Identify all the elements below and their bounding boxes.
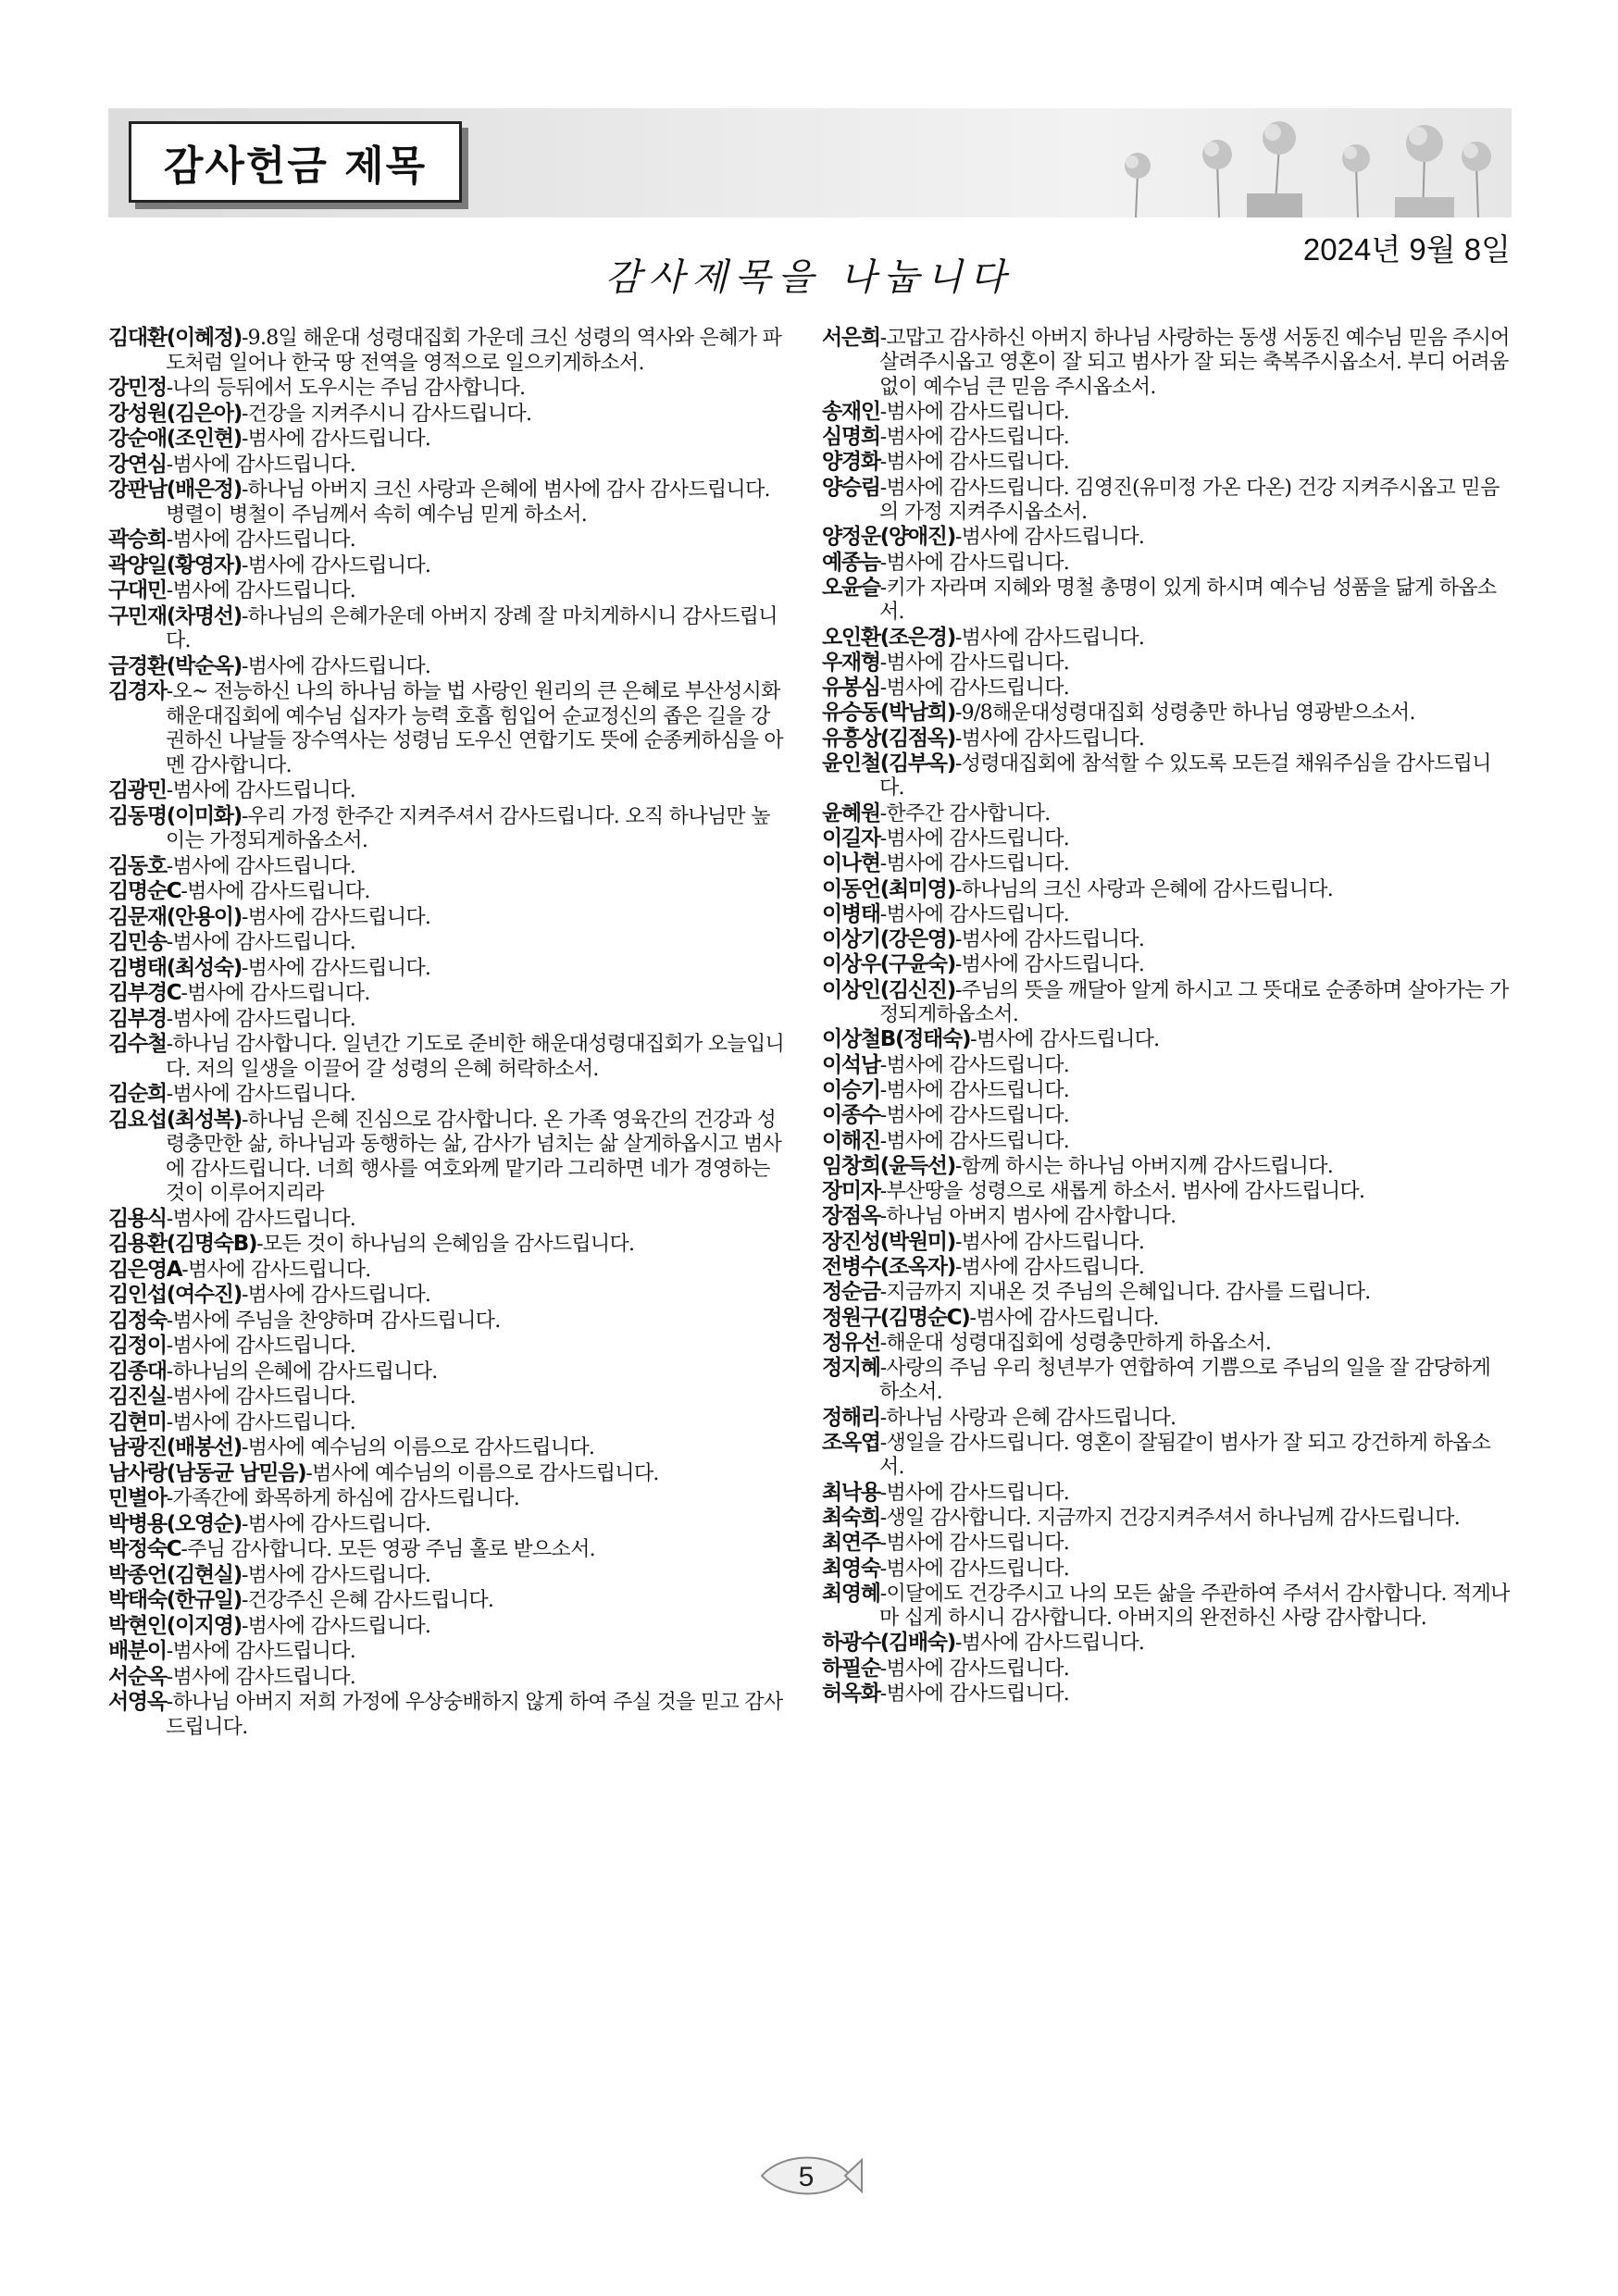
prayer-entry (822, 1356, 1512, 1406)
prayer-entry (822, 1053, 1512, 1078)
entry-name: 윤인철(김부옥) (822, 751, 955, 776)
entry-name: 김명순C (108, 879, 181, 903)
prayer-entry (822, 801, 1512, 826)
entry-name: 곽양일(황영자) (108, 552, 242, 577)
entry-text: -범사에 감사드립니다. (879, 676, 1070, 701)
entry-text: -범사에 감사드립니다. (879, 1532, 1070, 1556)
prayer-entry (822, 726, 1512, 751)
entry-name: 김민송 (108, 930, 167, 954)
entry-name: 박현인(이지영) (108, 1613, 242, 1638)
entry-text: -범사에 감사드립니다. (166, 1334, 356, 1358)
prayer-entry (822, 1406, 1512, 1431)
flower-decoration-icon (1080, 108, 1512, 217)
entry-text: -주님 감사합니다. 모든 영광 주님 홀로 받으소서. (180, 1538, 595, 1561)
entry-text: -범사에 감사드립니다. (879, 1078, 1070, 1102)
prayer-entry (822, 626, 1512, 651)
entry-text: -범사에 감사드립니다. (954, 928, 1145, 952)
prayer-entry (108, 1207, 789, 1233)
entry-text: -범사에 감사드립니다. (241, 1284, 431, 1307)
prayer-entry (822, 952, 1512, 977)
entry-name: 장미자 (822, 1179, 880, 1204)
entry-text: -범사에 감사드립니다. (954, 726, 1145, 751)
entry-name: 곽승희 (108, 527, 167, 552)
entry-name: 김동명(이미화) (108, 803, 242, 828)
prayer-entry (822, 1306, 1512, 1331)
prayer-entry (822, 701, 1512, 726)
entry-text: -범사에 감사드립니다. (879, 551, 1070, 575)
entry-name: 양정운(양애진) (822, 525, 955, 550)
prayer-entry (108, 1614, 789, 1640)
entry-text: -범사에 감사드립니다. (879, 826, 1070, 850)
prayer-entry (108, 1232, 789, 1258)
entry-name: 배분이 (108, 1639, 167, 1663)
entry-name: 최연주 (822, 1531, 880, 1556)
entry-name: 김은영A (108, 1257, 182, 1282)
entry-text: -모든 것이 하나님의 은혜임을 감사드립니다. (256, 1233, 635, 1256)
entry-text: -지금까지 지내온 것 주님의 은혜입니다. 감사를 드립니다. (879, 1281, 1371, 1305)
entry-name: 이상기(강은영) (822, 927, 955, 952)
entry-name: 오윤슬 (822, 575, 880, 600)
entry-name: 예종늠 (822, 550, 880, 575)
prayer-entry (108, 578, 789, 604)
entry-name: 장점옥 (822, 1204, 880, 1229)
prayer-entry (108, 527, 789, 553)
date-label: 2024년 9월 8일 (1302, 232, 1511, 267)
entry-name: 남광진(배봉선) (108, 1435, 242, 1459)
entry-text: -범사에 감사드립니다. (879, 1682, 1070, 1706)
entry-text: -하나님 은혜 진심으로 감사합니다. 온 가족 영육간의 건강과 성령충만한 삶, 하나님과 동행하는 삶, 감사가 넘치는 삶 살게하옵시고 범사에 감사드립니다. 너희 행사를 여호와께 맡기라 그리하면 네가 경영하는 것이 이루어지리라 (166, 1108, 782, 1205)
entry-text: -범사에 감사드립니다. (181, 1258, 371, 1282)
prayer-entry (108, 1108, 789, 1207)
entry-name: 강판남(배은정) (108, 478, 242, 502)
entry-name: 박병용(오영순) (108, 1511, 242, 1536)
entry-text: -범사에 감사드립니다. (241, 1563, 431, 1587)
entry-name: 김용식 (108, 1206, 167, 1231)
entry-name: 허옥화 (822, 1682, 880, 1706)
prayer-entry (822, 1154, 1512, 1179)
entry-name: 김부경 (108, 1006, 167, 1031)
entry-text: -오~ 전능하신 나의 하나님 하늘 법 사랑인 원리의 큰 은혜로 부산성시화해운대집회에 예수님 십자가 능력 호흡 힘입어 순교정신의 좁은 길을 강권하신 나날들 장수역사는 성령님 도우신 연합기도 뜻에 순종케하심을 아멘 감사합니다. (166, 680, 783, 777)
page-subtitle: 감사제목을 나눕니다 (604, 256, 1014, 299)
prayer-entry (822, 978, 1512, 1028)
entry-text: -하나님 사랑과 은혜 감사드립니다. (879, 1406, 1176, 1430)
entry-name: 정지혜 (822, 1356, 880, 1381)
prayer-entry (822, 1179, 1512, 1204)
prayer-entry (108, 1007, 789, 1033)
entry-name: 구민재(차명선) (108, 603, 242, 628)
entry-text: -범사에 감사드립니다. 김영진(유미정 가온 다온) 건강 지켜주시옵고 믿음의 가정 지켜주시옵소서. (879, 476, 1500, 525)
entry-name: 김순희 (108, 1082, 167, 1106)
prayer-entry (108, 654, 789, 680)
prayer-entry (108, 1410, 789, 1436)
entry-name: 이석남 (822, 1052, 880, 1077)
entry-text: -범사에 감사드립니다. (241, 905, 431, 929)
entry-name: 남사랑(남동균 남믿음) (108, 1460, 306, 1485)
prayer-entry (822, 1331, 1512, 1356)
entry-text: -생일을 감사드립니다. 영혼이 잘됨같이 범사가 잘 되고 강건하게 하옵소서. (879, 1432, 1491, 1480)
entry-name: 정원구(김명순C) (822, 1305, 970, 1330)
entry-text: -범사에 감사드립니다. (166, 931, 356, 954)
entry-text: -하나님 감사합니다. 일년간 기도로 준비한 해운대성령대집회가 오늘입니다. 저의 일생을 이끌어 갈 성령의 은혜 허락하소서. (166, 1033, 785, 1081)
prayer-entry (108, 1359, 789, 1385)
entry-text: -9/8해운대성령대집회 성령충만 하나님 영광받으소서. (954, 701, 1415, 726)
entry-text: -하나님 아버지 크신 사랑과 은혜에 범사에 감사 감사드립니다. 병렬이 병철이 주님께서 속히 예수님 믿게 하소서. (166, 478, 770, 527)
entry-text: -나의 등뒤에서 도우시는 주님 감사합니다. (166, 377, 526, 400)
prayer-entry (108, 956, 789, 982)
entry-text: -범사에 예수님의 이름으로 감사드립니다. (305, 1461, 659, 1485)
entry-name: 금경환(박순옥) (108, 653, 242, 678)
entry-name: 김대환(이혜정) (108, 326, 242, 350)
entry-text: -범사에 감사드립니다. (166, 854, 356, 878)
entry-name: 하광수(김배숙) (822, 1631, 955, 1656)
entry-text: -범사에 감사드립니다. (166, 1640, 356, 1663)
prayer-entry (108, 604, 789, 654)
page-number-fish-icon (754, 2149, 865, 2203)
prayer-entry (822, 400, 1512, 425)
prayer-entry (822, 927, 1512, 952)
entry-name: 이승기 (822, 1077, 880, 1102)
entry-name: 이동언(최미영) (822, 876, 955, 901)
entry-name: 서은희 (822, 326, 880, 350)
entry-text: -범사에 감사드립니다. (166, 1207, 356, 1231)
prayer-entry (108, 453, 789, 478)
entry-name: 박태숙(한규일) (108, 1588, 242, 1612)
entry-text: -범사에 감사드립니다. (954, 953, 1145, 977)
entry-name: 서영옥 (108, 1690, 167, 1714)
prayer-entry (108, 1435, 789, 1461)
entry-name: 정유선 (822, 1330, 880, 1355)
entry-text: -건강을 지켜주시니 감사드립니다. (241, 402, 532, 426)
prayer-entry (822, 1230, 1512, 1255)
entry-text: -범사에 감사드립니다. (241, 956, 431, 980)
entry-name: 박종언(김현실) (108, 1562, 242, 1587)
entry-text: -범사에 주님을 찬양하며 감사드립니다. (166, 1309, 501, 1333)
entry-name: 정순금 (822, 1280, 880, 1305)
prayer-entry (108, 1309, 789, 1334)
prayer-entry (108, 402, 789, 428)
entry-text: -범사에 감사드립니다. (879, 1481, 1070, 1505)
entry-name: 윤혜원 (822, 800, 880, 825)
header-banner (108, 108, 1512, 217)
entry-name: 김정이 (108, 1334, 167, 1358)
entry-text: -범사에 감사드립니다. (954, 1230, 1145, 1254)
entry-name: 이상인(김신진) (822, 977, 955, 1002)
prayer-entry (108, 1258, 789, 1284)
entry-name: 송재인 (822, 399, 880, 424)
entry-text: -사랑의 주님 우리 청년부가 연합하여 기쁨으로 주님의 일을 잘 감당하게 하소서. (879, 1357, 1491, 1405)
prayer-entry (108, 1384, 789, 1410)
entry-text: -범사에 예수님의 이름으로 감사드립니다. (241, 1436, 595, 1459)
entry-text: -범사에 감사드립니다. (879, 1053, 1070, 1077)
entry-text: -범사에 감사드립니다. (241, 1512, 431, 1536)
entry-name: 정해리 (822, 1405, 880, 1430)
entry-text: -하나님 아버지 저희 가정에 우상숭배하지 않게 하여 주실 것을 믿고 감사드립니다. (166, 1691, 783, 1739)
prayer-entry (822, 1506, 1512, 1531)
prayer-entry (822, 476, 1512, 526)
prayer-entry (108, 1563, 789, 1589)
entry-name: 박정숙C (108, 1537, 181, 1561)
prayer-entry (108, 1461, 789, 1487)
entry-name: 이길자 (822, 825, 880, 850)
entry-name: 하필순 (822, 1656, 880, 1681)
entry-text: -범사에 감사드립니다. (879, 400, 1070, 424)
entry-name: 강연심 (108, 452, 167, 477)
prayer-entry (822, 851, 1512, 876)
prayer-entry (822, 1027, 1512, 1052)
prayer-entry (822, 551, 1512, 576)
entry-text: -범사에 감사드립니다. (241, 654, 431, 678)
entry-name: 이나현 (822, 851, 880, 876)
prayer-entry (822, 525, 1512, 550)
entry-text: -범사에 감사드립니다. (241, 428, 431, 451)
prayer-entry (108, 1690, 789, 1740)
entry-text: -범사에 감사드립니다. (166, 1665, 356, 1689)
entry-name: 서순옥 (108, 1664, 167, 1689)
entry-name: 유흥상(김점옥) (822, 726, 955, 751)
entry-name: 이병태 (822, 901, 880, 926)
entry-name: 이해진 (822, 1128, 880, 1153)
entry-name: 오인환(조은경) (822, 625, 955, 650)
entry-text: -범사에 감사드립니다. (969, 1306, 1159, 1330)
entry-text: -키가 자라며 지혜와 명철 총명이 있게 하시며 예수님 성품을 닮게 하옵소서. (879, 576, 1497, 625)
entry-name: 이종수 (822, 1103, 880, 1128)
left-column (108, 326, 789, 1740)
prayer-entry (822, 902, 1512, 927)
entry-name: 김부경C (108, 981, 181, 1005)
entry-text: -범사에 감사드립니다. (954, 626, 1145, 650)
prayer-entry (822, 651, 1512, 676)
entry-text: -가족간에 화목하게 하심에 감사드립니다. (166, 1487, 520, 1510)
prayer-entry (822, 1682, 1512, 1706)
entry-name: 심명희 (822, 425, 880, 450)
entry-text: -범사에 감사드립니다. (879, 451, 1070, 475)
entry-text: -범사에 감사드립니다. (180, 880, 370, 903)
entry-text: -범사에 감사드립니다. (166, 1083, 356, 1106)
entry-text: -범사에 감사드립니다. (166, 579, 356, 602)
entry-text: -해운대 성령대집회에 성령충만하게 하옵소서. (879, 1331, 1272, 1355)
prayer-entry (822, 1103, 1512, 1128)
prayer-entry (822, 1204, 1512, 1229)
entry-text: -생일 감사합니다. 지금까지 건강지켜주셔서 하나님께 감사드립니다. (879, 1506, 1461, 1530)
right-column (822, 326, 1512, 1706)
entry-text: -범사에 감사드립니다. (241, 1614, 431, 1638)
entry-text: -9.8일 해운대 성령대집회 가운데 크신 성령의 역사와 은혜가 파도처럼 일어나 한국 땅 전역을 영적으로 일으키게하소서. (166, 327, 782, 375)
prayer-entry (108, 778, 789, 804)
entry-name: 김광민 (108, 778, 167, 802)
prayer-entry (108, 1486, 789, 1512)
entry-text: -범사에 감사드립니다. (166, 453, 356, 477)
entry-text: -함께 하시는 하나님 아버지께 감사드립니다. (954, 1154, 1334, 1178)
entry-name: 조옥엽 (822, 1431, 880, 1456)
prayer-entry (108, 879, 789, 905)
prayer-entry (822, 1431, 1512, 1481)
prayer-entry (108, 1537, 789, 1563)
entry-name: 김문재(안용이) (108, 904, 242, 929)
entry-text: -범사에 감사드립니다. (970, 1028, 1160, 1052)
entry-name: 강민정 (108, 376, 167, 400)
entry-text: -범사에 감사드립니다. (180, 982, 370, 1005)
prayer-entry (108, 1032, 789, 1082)
prayer-entry (108, 854, 789, 880)
entry-text: -범사에 감사드립니다. (879, 852, 1070, 876)
entry-text: -범사에 감사드립니다. (879, 1104, 1070, 1128)
prayer-entry (108, 930, 789, 956)
prayer-entry (108, 1082, 789, 1108)
entry-name: 장진성(박원미) (822, 1229, 955, 1254)
prayer-entry (822, 1531, 1512, 1556)
entry-text: -범사에 감사드립니다. (166, 1007, 356, 1031)
entry-name: 최영숙 (822, 1556, 880, 1581)
prayer-entry (108, 1283, 789, 1309)
entry-name: 민별아 (108, 1486, 167, 1510)
entry-text: -주님의 뜻을 깨달아 알게 하시고 그 뜻대로 순종하며 살아가는 가정되게하옵소서. (879, 978, 1509, 1027)
entry-text: -범사에 감사드립니다. (879, 1129, 1070, 1153)
entry-name: 강순애(조인현) (108, 427, 242, 451)
prayer-entry (108, 1334, 789, 1359)
prayer-entry (108, 905, 789, 931)
entry-text: -범사에 감사드립니다. (954, 1632, 1145, 1656)
page-title: 감사헌금 제목 (163, 143, 428, 190)
entry-text: -범사에 감사드립니다. (879, 1657, 1070, 1681)
prayer-entry (822, 1582, 1512, 1632)
prayer-entry (108, 326, 789, 376)
prayer-entry (108, 427, 789, 453)
entry-text: -이달에도 건강주시고 나의 모든 삶을 주관하여 주셔서 감사합니다. 적게나마 십게 하시니 감사합니다. 아버지의 완전하신 사랑 감사합니다. (879, 1582, 1510, 1631)
entry-text: -하나님의 은혜에 감사드립니다. (166, 1359, 438, 1384)
entry-name: 김요섭(최성복) (108, 1107, 242, 1132)
entry-name: 김동호 (108, 853, 167, 878)
prayer-entry (822, 425, 1512, 450)
prayer-entry (822, 1280, 1512, 1305)
prayer-entry (108, 553, 789, 579)
entry-name: 김병태(최성숙) (108, 955, 242, 980)
entry-text: -부산땅을 성령으로 새롭게 하소서. 범사에 감사드립니다. (879, 1180, 1365, 1204)
entry-name: 최낙용 (822, 1480, 880, 1505)
entry-name: 김종대 (108, 1359, 167, 1384)
prayer-entry (108, 376, 789, 402)
entry-text: -범사에 감사드립니다. (879, 1557, 1070, 1581)
entry-name: 유승동(박남희) (822, 701, 955, 726)
prayer-entry (822, 326, 1512, 400)
entry-text: -하나님 아버지 범사에 감사합니다. (879, 1205, 1176, 1229)
entry-text: -범사에 감사드립니다. (879, 902, 1070, 926)
entry-text: -범사에 감사드립니다. (166, 1410, 356, 1434)
prayer-entry (822, 826, 1512, 851)
entry-text: -하나님의 은혜가운데 아버지 장례 잘 마치게하시니 감사드립니다. (166, 604, 778, 652)
prayer-entry (822, 1631, 1512, 1656)
entry-name: 김수철 (108, 1032, 167, 1056)
prayer-entry (822, 576, 1512, 626)
entry-name: 최숙희 (822, 1505, 880, 1530)
entry-name: 유봉심 (822, 676, 880, 701)
entry-text: -범사에 감사드립니다. (879, 426, 1070, 450)
prayer-entry (108, 804, 789, 854)
entry-name: 최영혜 (822, 1581, 880, 1606)
entry-name: 김진실 (108, 1384, 167, 1409)
entry-name: 전병수(조옥자) (822, 1254, 955, 1279)
entry-text: -고맙고 감사하신 아버지 하나님 사랑하는 동생 서동진 예수님 믿음 주시어 살려주시옵고 영혼이 잘 되고 범사가 잘 되는 축복주시옵소서. 부디 어려움없이 예수님 큰 믿음 주시옵소서. (879, 327, 1510, 399)
prayer-entry (108, 1665, 789, 1691)
prayer-entry (822, 676, 1512, 701)
prayer-entry (108, 1588, 789, 1614)
entry-text: -범사에 감사드립니다. (954, 526, 1145, 550)
entry-text: -범사에 감사드립니다. (954, 1255, 1145, 1279)
entry-name: 김정숙 (108, 1308, 167, 1333)
entry-name: 우재형 (822, 650, 880, 675)
page-number: 5 (798, 2162, 815, 2192)
entry-name: 양승림 (822, 475, 880, 500)
prayer-entry (822, 1481, 1512, 1506)
prayer-entry (822, 1255, 1512, 1280)
prayer-entry (822, 450, 1512, 475)
entry-name: 김경자 (108, 679, 167, 703)
prayer-entry (822, 1657, 1512, 1682)
entry-text: -범사에 감사드립니다. (166, 1385, 356, 1409)
prayer-entry (822, 751, 1512, 801)
prayer-entry (108, 1639, 789, 1665)
prayer-entry (108, 478, 789, 527)
entry-name: 김현미 (108, 1409, 167, 1434)
title-box (129, 121, 462, 203)
entry-name: 임창희(윤득선) (822, 1153, 955, 1178)
entry-name: 구대민 (108, 578, 167, 602)
entry-name: 김인섭(여수진) (108, 1283, 242, 1307)
entry-text: -범사에 감사드립니다. (241, 553, 431, 577)
prayer-entry (108, 981, 789, 1007)
entry-name: 이상우(구윤숙) (822, 952, 955, 977)
prayer-entry (822, 1129, 1512, 1154)
entry-name: 강성원(김은아) (108, 401, 242, 426)
entry-text: -한주간 감사합니다. (879, 801, 1051, 825)
entry-text: -범사에 감사드립니다. (166, 528, 356, 552)
entry-text: -건강주신 은혜 감사드립니다. (241, 1589, 494, 1612)
entry-text: -우리 가정 한주간 지켜주셔서 감사드립니다. 오직 하나님만 높이는 가정되게하옵소서. (166, 804, 770, 852)
prayer-entry (108, 679, 789, 778)
entry-text: -범사에 감사드립니다. (166, 779, 356, 802)
entry-text: -성령대집회에 참석할 수 있도록 모든걸 채워주심을 감사드립니다. (879, 752, 1491, 800)
entry-name: 양경화 (822, 450, 880, 475)
prayer-entry (822, 877, 1512, 902)
prayer-entry (822, 1078, 1512, 1103)
entry-text: -하나님의 크신 사랑과 은혜에 감사드립니다. (954, 877, 1334, 901)
prayer-entry (822, 1557, 1512, 1582)
entry-text: -범사에 감사드립니다. (879, 651, 1070, 675)
entry-name: 이상철B(정태숙) (822, 1027, 971, 1052)
prayer-entry (108, 1512, 789, 1538)
entry-name: 김용환(김명숙B) (108, 1232, 257, 1256)
